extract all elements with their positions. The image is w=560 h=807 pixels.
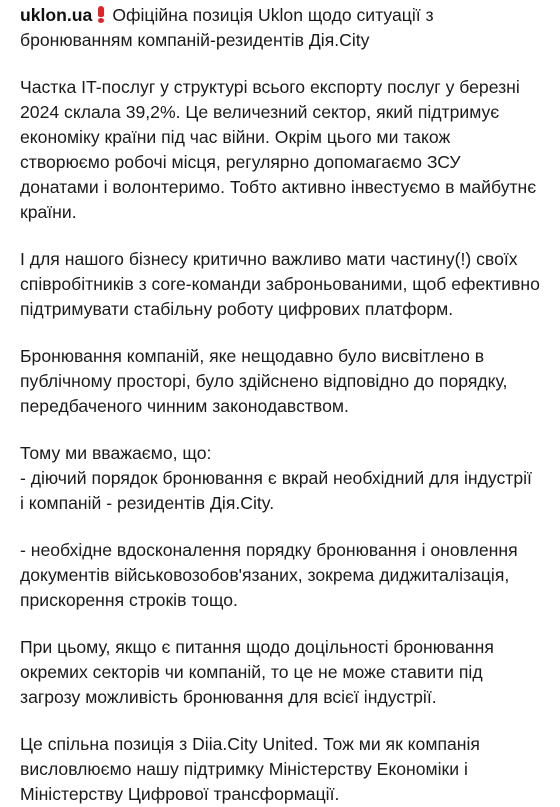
paragraph-joint-position: Це спільна позиція з Diia.City United. Тож ми як компанія висловлюємо нашу підтримку Міністерству Економіки і Міністерству Цифрової трансформації. [20, 734, 480, 804]
red-exclamation-mark-icon [96, 6, 106, 23]
list-item-improvement: - необхідне вдосконалення порядку бронювання і оновлення документів військовозобов'язаних, зокрема диджиталізація, прискорення строків тощо. [20, 540, 518, 610]
username-link[interactable]: uklon.ua [20, 5, 93, 25]
paragraph-core-team: І для нашого бізнесу критично важливо мати частину(!) своїх співробітників з core-команди заброньованими, щоб ефективно підтримувати стабільну роботу цифрових платформ. [20, 249, 540, 319]
post-header [20, 3, 540, 53]
paragraph-we-believe: Тому ми вважаємо, що: [20, 443, 212, 463]
paragraph-booking-legal: Бронювання компаній, яке нещодавно було висвітлено в публічному просторі, було здійснено відповідно до порядку, передбаченого чинним законодавством. [20, 346, 508, 416]
list-item-current-procedure: - діючий порядок бронювання є вкрай необхідний для індустрії і компаній - резидентів Дія.City. [20, 468, 532, 513]
paragraph-sector-question: При цьому, якщо є питання щодо доцільності бронювання окремих секторів чи компаній, то це не може ставити під загрозу можливість бронювання для всієї індустрії. [20, 637, 494, 707]
post-title: Офіційна позиція Uklon щодо ситуації з бронюванням компаній-резидентів Дія.City [20, 5, 434, 50]
paragraph-it-export: Частка IT-послуг у структурі всього експорту послуг у березні 2024 склала 39,2%. Це величезний сектор, який підтримує економіку країни під час війни. Окрім цього ми також створюємо робочі місця, регулярно допомагаємо ЗСУ донатами і волонтеримо. Тобто активно інвестуємо в майбутнє країни. [20, 77, 537, 222]
